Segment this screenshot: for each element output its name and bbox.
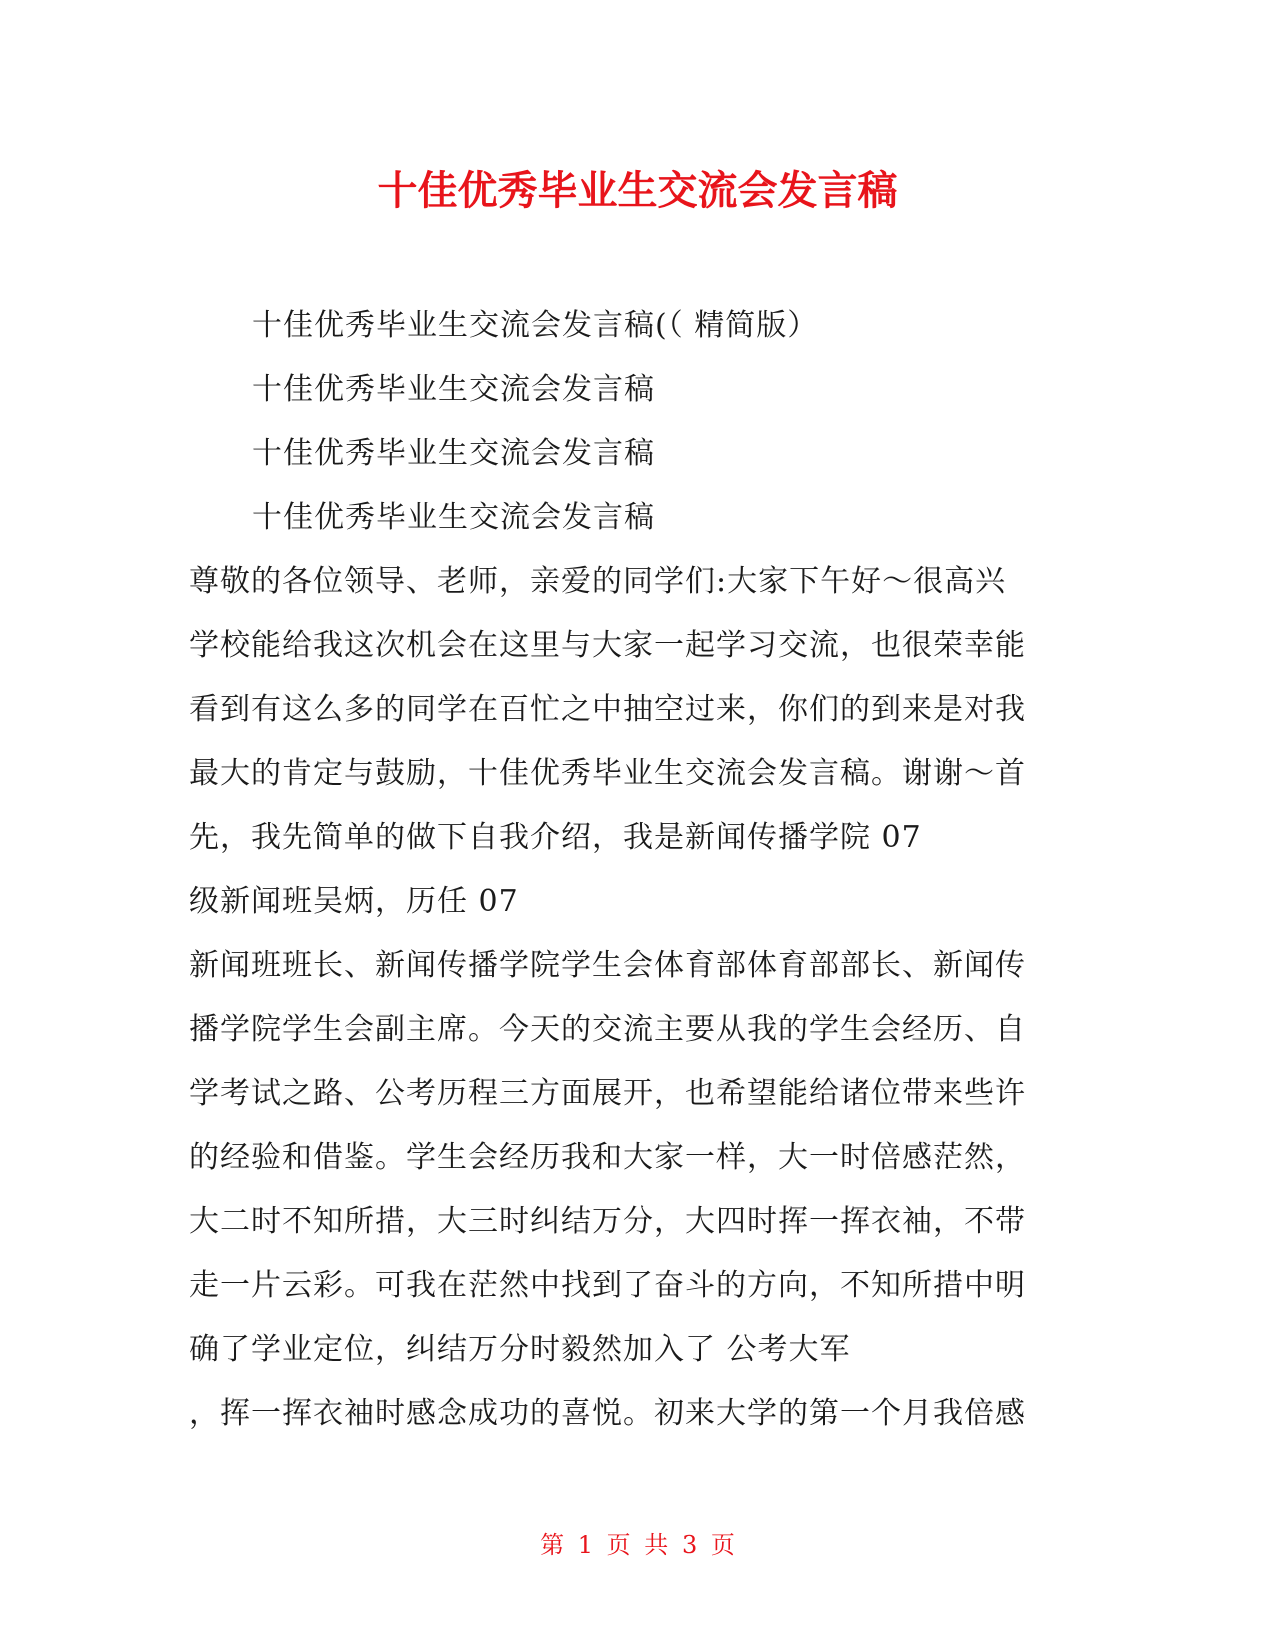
body-line: 确了学业定位，纠结万分时毅然加入了 公考大军 xyxy=(189,1332,851,1367)
heading-line: 十佳优秀毕业生交流会发言稿 xyxy=(252,372,655,407)
body-line: 学校能给我这次机会在这里与大家一起学习交流，也很荣幸能 xyxy=(189,628,1026,663)
body-line: 播学院学生会副主席。今天的交流主要从我的学生会经历、自 xyxy=(189,1012,1026,1047)
body-line: 大二时不知所措，大三时纠结万分，大四时挥一挥衣袖，不带 xyxy=(189,1204,1026,1239)
document-title: 十佳优秀毕业生交流会发言稿 xyxy=(377,168,898,214)
heading-list xyxy=(252,294,818,550)
heading-line: 十佳优秀毕业生交流会发言稿 xyxy=(252,436,655,471)
body-line: 看到有这么多的同学在百忙之中抽空过来，你们的到来是对我 xyxy=(189,692,1026,727)
body-line: 新闻班班长、新闻传播学院学生会体育部体育部部长、新闻传 xyxy=(189,948,1026,983)
page-number-footer: 第 1 页 共 3 页 xyxy=(540,1531,735,1559)
heading-line: 十佳优秀毕业生交流会发言稿(（ 精简版） xyxy=(252,308,819,343)
body-line: 尊敬的各位领导、老师，亲爱的同学们:大家下午好～很高兴 xyxy=(189,564,1007,599)
body-line: ，挥一挥衣袖时感念成功的喜悦。初来大学的第一个月我倍感 xyxy=(189,1396,1026,1431)
body-text xyxy=(189,550,1089,1446)
body-line: 最大的肯定与鼓励，十佳优秀毕业生交流会发言稿。谢谢～首 xyxy=(189,756,1026,791)
heading-line: 十佳优秀毕业生交流会发言稿 xyxy=(252,500,655,535)
body-line: 走一片云彩。可我在茫然中找到了奋斗的方向，不知所措中明 xyxy=(189,1268,1026,1303)
body-line: 先，我先简单的做下自我介绍，我是新闻传播学院 07 xyxy=(189,820,922,855)
body-line: 级新闻班吴炳，历任 07 xyxy=(189,884,519,919)
body-line: 的经验和借鉴。学生会经历我和大家一样，大一时倍感茫然， xyxy=(189,1140,1026,1175)
body-line: 学考试之路、公考历程三方面展开，也希望能给诸位带来些许 xyxy=(189,1076,1026,1111)
